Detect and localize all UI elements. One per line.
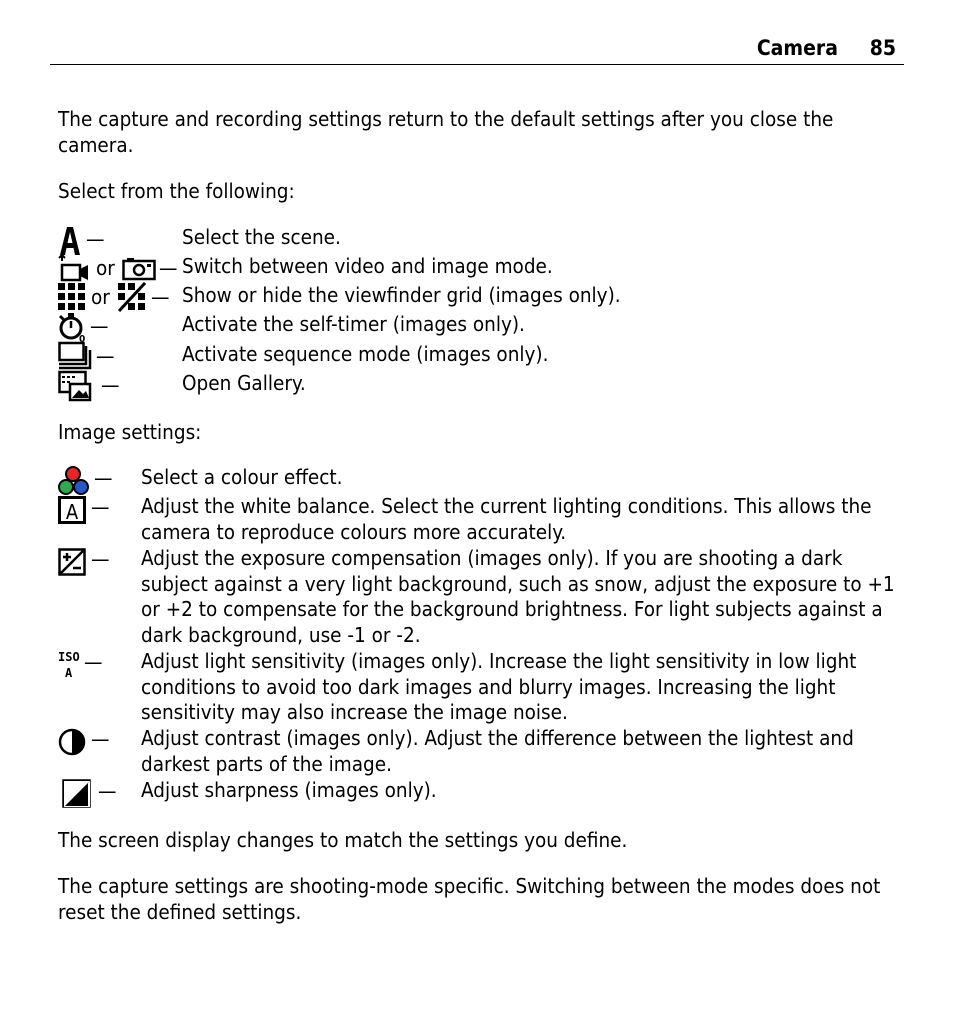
toolbar-text-sequence: Activate sequence mode (images only). xyxy=(182,342,549,366)
toolbar-text-grid: Show or hide the viewfinder grid (images only). xyxy=(182,283,621,307)
grid-on-icon xyxy=(58,282,86,312)
dash: — xyxy=(91,727,110,751)
grid-off-icon xyxy=(118,282,146,312)
setting-row-white-balance xyxy=(58,494,904,546)
setting-text-white-balance: Adjust the white balance. Select the current lighting conditions. This allows the camera to reproduce colours more accurately. xyxy=(141,494,872,544)
iso-label: ISO xyxy=(58,650,80,664)
select-heading: Select from the following: xyxy=(58,179,295,203)
setting-text-sharpness: Adjust sharpness (images only). xyxy=(141,778,437,802)
dash: — xyxy=(94,466,113,490)
dash: — xyxy=(101,373,120,397)
dash: — xyxy=(91,547,110,571)
image-mode-icon xyxy=(122,257,156,281)
dash: — xyxy=(84,650,103,674)
page-header xyxy=(50,36,904,65)
section-title: Camera xyxy=(756,36,838,60)
white-balance-icon xyxy=(58,496,86,524)
or-text: or xyxy=(91,285,110,309)
dash: — xyxy=(86,227,105,251)
dash: — xyxy=(98,779,117,803)
closing-paragraph-1: The screen display changes to match the settings you define. xyxy=(58,828,628,852)
self-timer-digit: 0 xyxy=(79,334,86,343)
self-timer-icon xyxy=(58,311,88,343)
closing-paragraph-2: The capture settings are shooting-mode specific. Switching between the modes does not reset the defined settings. xyxy=(58,874,881,924)
toolbar-text-gallery: Open Gallery. xyxy=(182,371,306,395)
red-dot xyxy=(66,467,80,481)
dash: — xyxy=(91,495,110,519)
gallery-icon xyxy=(58,370,92,402)
dash: — xyxy=(151,285,170,309)
setting-text-exposure: Adjust the exposure compensation (images only). If you are shooting a dark subject against a very light background, such as snow, adjust the exposure to +1 or +2 to compensate for the background brightness. For light subjects against a dark background, use -1 or -2. xyxy=(141,546,895,647)
setting-row-exposure xyxy=(58,546,904,650)
video-mode-icon xyxy=(58,253,90,283)
colour-effect-icon xyxy=(58,465,92,497)
toolbar-text-mode: Switch between video and image mode. xyxy=(182,254,553,278)
iso-icon xyxy=(58,649,82,681)
white-balance-letter: A xyxy=(65,500,79,524)
exposure-icon xyxy=(58,548,86,576)
setting-text-contrast: Adjust contrast (images only). Adjust the difference between the lightest and darkest parts of the image. xyxy=(141,726,854,776)
blue-dot xyxy=(74,480,88,494)
setting-text-colour-effect: Select a colour effect. xyxy=(141,465,343,489)
green-dot xyxy=(59,480,73,494)
sequence-mode-icon xyxy=(58,341,92,371)
page-number: 85 xyxy=(869,36,896,60)
intro-paragraph: The capture and recording settings return to the default settings after you close the camera. xyxy=(58,107,834,157)
dash: — xyxy=(90,314,109,338)
setting-row-colour-effect xyxy=(58,465,904,495)
or-text: or xyxy=(96,256,115,280)
image-settings-heading: Image settings: xyxy=(58,420,202,444)
scene-auto-icon xyxy=(58,224,82,256)
sharpness-icon xyxy=(62,779,92,809)
dash: — xyxy=(159,256,178,280)
toolbar-text-self-timer: Activate the self-timer (images only). xyxy=(182,312,525,336)
contrast-icon xyxy=(58,727,88,757)
iso-auto-label: A xyxy=(65,666,73,680)
dash: — xyxy=(96,344,115,368)
setting-row-sharpness xyxy=(58,778,904,808)
setting-text-iso: Adjust light sensitivity (images only). Increase the light sensitivity in low light conditions to avoid too dark images and blurry images. Increasing the light sensitivity may also increase the image noise. xyxy=(141,649,857,725)
setting-row-iso xyxy=(58,649,904,727)
toolbar-text-scene: Select the scene. xyxy=(182,225,341,249)
setting-row-contrast xyxy=(58,726,904,778)
